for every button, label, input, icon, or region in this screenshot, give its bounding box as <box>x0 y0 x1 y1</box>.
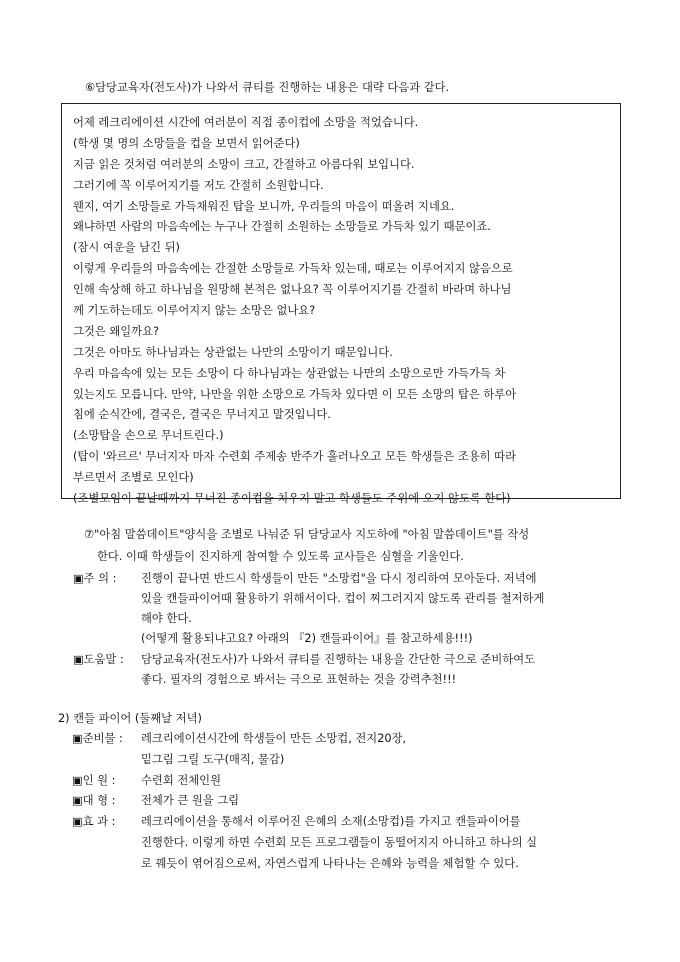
script-line: 침에 순식간에, 결국은, 결국은 무너지고 말것입니다. <box>73 408 331 422</box>
script-line: 있는지도 모릅니다. 만약, 나만을 위한 소망으로 가득차 있다면 이 모든 소망의 탑은 하루아 <box>73 387 517 401</box>
formation-text: 전체가 큰 원을 그림 <box>141 794 240 807</box>
script-line: 왜냐하면 사람의 마음속에는 누구나 간절히 소원하는 소망들로 가득차 있기 때문이죠. <box>73 220 491 234</box>
prep-label: ▣준비물 : <box>72 732 123 745</box>
caution-line: (어떻게 활용되냐고요? 아래의 『2) 캔들파이어』를 참고하세용!!!) <box>141 632 473 645</box>
qt-script-text <box>73 113 612 510</box>
script-line: 우리 마음속에 있는 모든 소망이 다 하나님과는 상관없는 나만의 소망으로만 가득가득 차 <box>73 366 506 380</box>
qt-script-box <box>61 103 621 506</box>
script-line: (잠시 여운을 남긴 뒤) <box>73 241 180 255</box>
people-label: ▣인 원 : <box>72 774 116 787</box>
caution-line: 있을 캔들파이어때 활용하기 위해서이다. 컵이 찌그러지지 않도록 관리를 철저하게 <box>141 592 545 605</box>
script-line: 그러기에 꼭 이루어지기를 저도 간절히 소원합니다. <box>73 178 324 192</box>
script-line: 부르면서 조별로 모인다) <box>73 471 194 485</box>
effect-line: 레크리에이션을 통해서 이루어진 은혜의 소재(소망컵)를 가지고 캔들파이어를 <box>141 815 521 828</box>
script-line: 께 기도하는데도 이루어지지 않는 소망은 없나요? <box>73 304 316 318</box>
formation-label: ▣대 형 : <box>72 794 116 807</box>
script-line: 이렇게 우리들의 마음속에는 간절한 소망들로 가득차 있는데, 때로는 이루어지지 않음으로 <box>73 262 513 276</box>
caution-line: 진행이 끝나면 반드시 학생들이 만든 "소망컵"을 다시 정리하여 모아둔다. 저녁에 <box>141 572 537 585</box>
help-line: 담당교육자(전도사)가 나와서 큐티를 진행하는 내용을 간단한 극으로 준비하여도 <box>141 653 536 666</box>
script-line: (소망탑을 손으로 무너트린다.) <box>73 429 224 443</box>
effect-label: ▣효 과 : <box>72 815 116 828</box>
step-6-heading: ⑥담당교육자(전도사)가 나와서 큐티를 진행하는 내용은 대략 다음과 같다. <box>85 81 450 94</box>
step-7-line-2: 한다. 이때 학생들이 진지하게 참여할 수 있도록 교사들은 심혈을 기울인다. <box>97 550 464 563</box>
step-7-line-1: ⑦"아침 말씀데이트"양식을 조별로 나눠준 뒤 담당교사 지도하에 "아침 말씀데이트"를 작성 <box>84 528 530 541</box>
script-line: 인해 속상해 하고 하나님을 원망해 본적은 없나요? 꼭 이루어지기를 간절히 바라며 하나님 <box>73 283 512 297</box>
script-line: 웬지, 여기 소망들로 가득채워진 탑을 보니까, 우리들의 마음이 떠올려 지네요. <box>73 199 455 213</box>
script-line: 그것은 아마도 하나님과는 상관없는 나만의 소망이기 때문입니다. <box>73 345 393 359</box>
prep-line: 레크리에이션시간에 학생들이 만든 소망컵, 전지20장, <box>141 732 407 745</box>
section-2-title: 2) 캔들 파이어 (둘째날 저녁) <box>58 712 202 725</box>
script-line: 어제 레크리에이션 시간에 여러분이 직접 종이컵에 소망을 적었습니다. <box>73 116 419 129</box>
caution-label: ▣주 의 : <box>73 572 117 585</box>
script-line: 그것은 왜일까요? <box>73 324 159 338</box>
prep-line: 밑그림 그릴 도구(매직, 물감) <box>141 753 285 766</box>
script-line: (학생 몇 명의 소망들을 컵을 보면서 읽어준다) <box>73 136 300 150</box>
help-line: 좋다. 필자의 경험으로 봐서는 극으로 표현하는 것을 강력추천!!! <box>141 673 457 686</box>
effect-line: 진행한다. 이렇게 하면 수련회 모든 프로그램들이 동떨어지지 아니하고 하나의 실 <box>141 836 538 849</box>
people-text: 수련회 전체인원 <box>141 774 221 787</box>
script-line: 지금 읽은 것처럼 여러분의 소망이 크고, 간절하고 아름다워 보입니다. <box>73 157 415 171</box>
help-label: ▣도움말 : <box>73 653 124 666</box>
caution-line: 해야 한다. <box>141 612 192 625</box>
effect-line: 로 꿰듯이 엮어짐으로써, 자연스럽게 나타나는 은혜와 능력을 체험할 수 있다. <box>141 857 519 870</box>
script-line: (탑이 '와르르' 무너지자 마자 수련회 주제송 반주가 흘러나오고 모든 학생들은 조용히 따라 <box>73 450 516 464</box>
script-line: (조별모임이 끝날때까지 무너진 종이컵을 치우지 말고 학생들도 주위에 오지 않도록 한다) <box>73 492 511 506</box>
